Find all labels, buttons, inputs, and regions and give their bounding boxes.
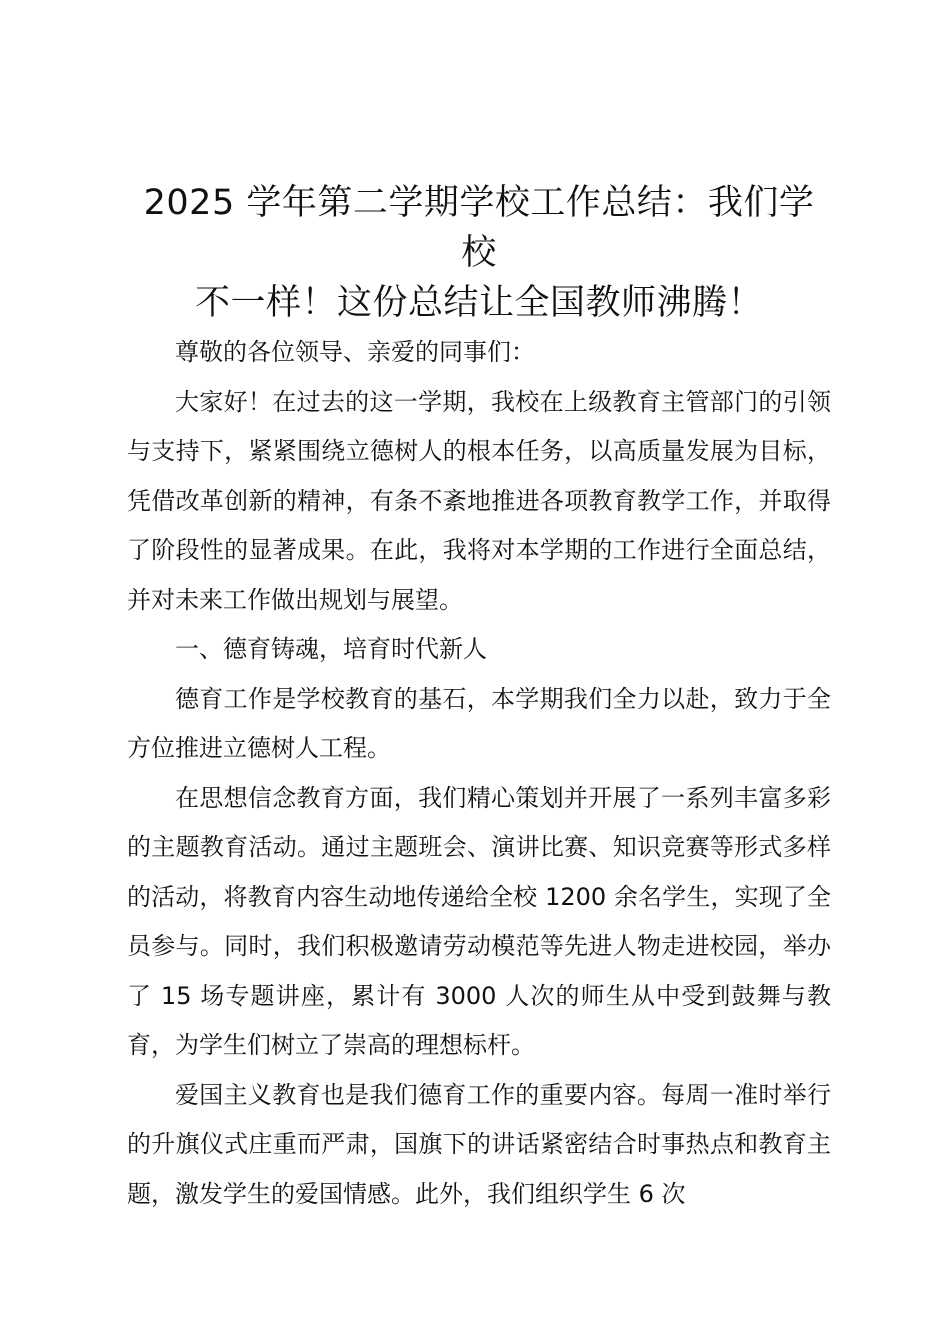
section-heading-moral-education: 一、德育铸魂，培育时代新人 — [175, 635, 487, 663]
salutation: 尊敬的各位领导、亲爱的同事们： — [175, 338, 535, 366]
paragraph-belief-education: 在思想信念教育方面，我们精心策划并开展了一系列丰富多彩的主题教育活动。通过主题班会、演讲比赛、知识竞赛等形式多样的活动，将教育内容生动地传递给全校 1200 余名学生，实现了全员参与。同时，我们积极邀请劳动模范等先进人物走进校园，举办了 15 场专题讲座，累计有 3000 人次的师生从中受到鼓舞与教育，为学生们树立了崇高的理想标杆。 — [127, 783, 831, 1059]
paragraph-moral-foundation: 德育工作是学校教育的基石，本学期我们全力以赴，致力于全方位推进立德树人工程。 — [127, 684, 831, 762]
paragraph-patriotic-education: 爱国主义教育也是我们德育工作的重要内容。每周一准时举行的升旗仪式庄重而严肃，国旗下的讲话紧密结合时事热点和教育主题，激发学生的爱国情感。此外，我们组织学生 6 次 — [127, 1080, 831, 1208]
document-title — [127, 178, 831, 328]
paragraph-greeting: 大家好！在过去的这一学期，我校在上级教育主管部门的引领与支持下，紧紧围绕立德树人的根本任务，以高质量发展为目标，凭借改革创新的精神，有条不紊地推进各项教育教学工作，并取得了阶段性的显著成果。在此，我将对本学期的工作进行全面总结，并对未来工作做出规划与展望。 — [127, 387, 831, 614]
title-line-2: 不一样！这份总结让全国教师沸腾！ — [194, 283, 763, 323]
document-page — [127, 178, 831, 1219]
title-line-1: 2025 学年第二学期学校工作总结：我们学校 — [143, 183, 815, 273]
